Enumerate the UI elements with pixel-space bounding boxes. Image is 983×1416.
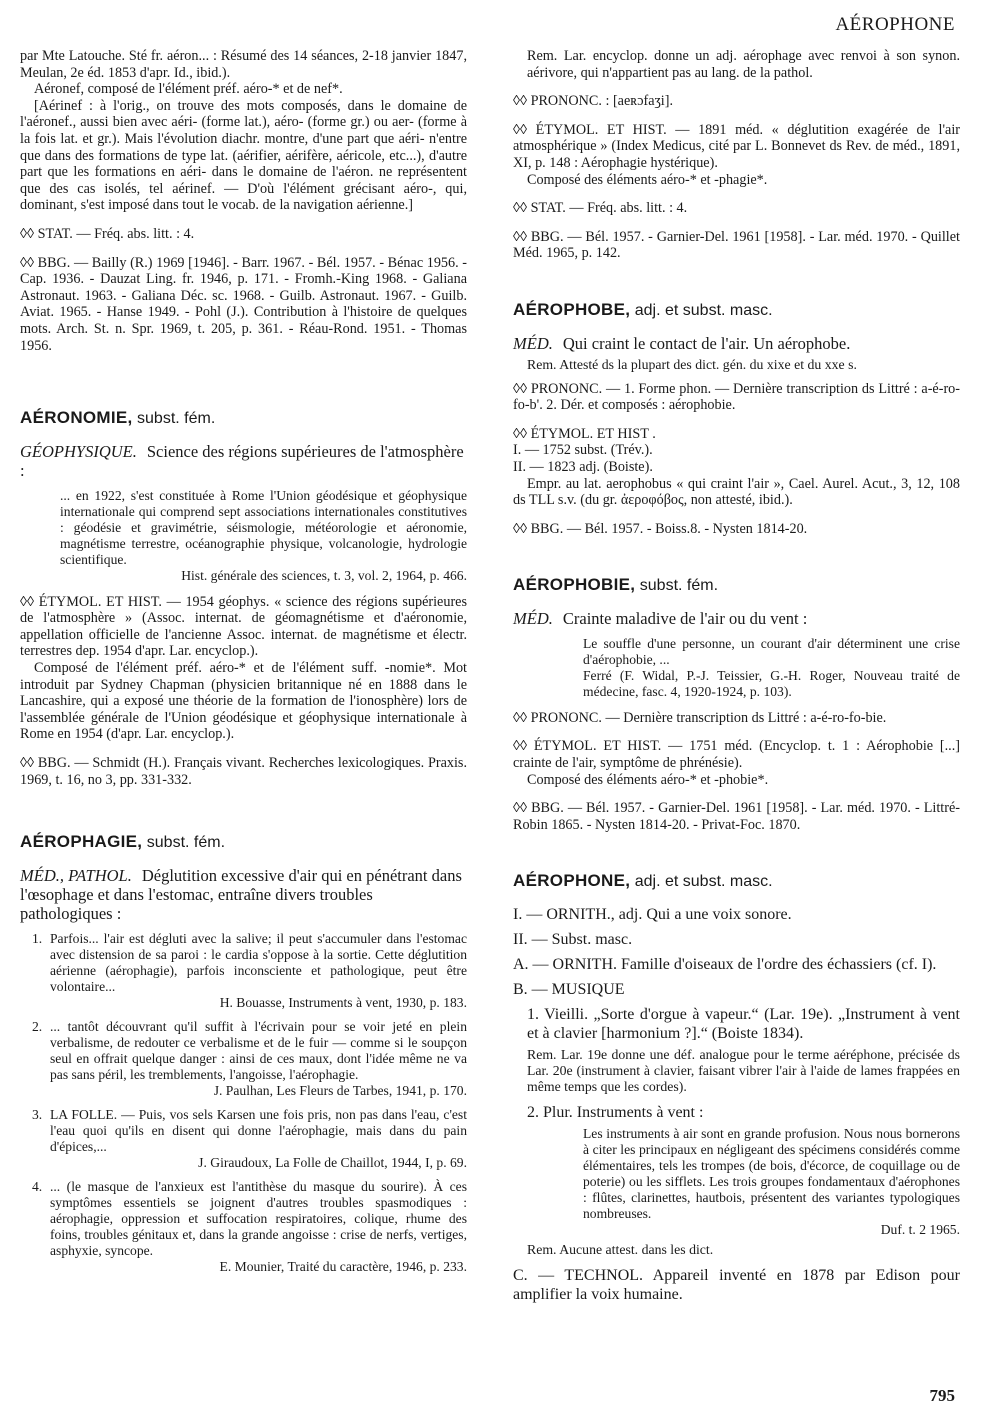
example-text: ... (le masque de l'anxieux est l'antithèse du masque du sourire). À ces symptômes essentiels se joignent d'autres troubles spasmodiques : aérophagie, oppression et suffocation respiratoires, colique, rhume des foins, troubles génitaux et, dans la grande angoisse : crise de nerfs, vertiges, asphyxie, syncope.: [50, 1178, 467, 1258]
example-source: H. Bouasse, Instruments à vent, 1930, p. 183.: [219, 994, 467, 1010]
pronunciation: ◊◊ PRONONC. — 1. Forme phon. — Dernière transcription ds Littré : a-é-ro-fo-b'. 2. Dér. et composés : aérophobie.: [513, 380, 960, 414]
pronunciation: ◊◊ PRONONC. — Dernière transcription ds Littré : a-é-ro-fo-bie.: [513, 709, 887, 726]
entry-header-aerophone: [513, 873, 960, 891]
etymology: ◊◊ ÉTYMOL. ET HIST. — 1751 méd. (Encyclop. t. 1 : Aérophobie [...] crainte de l'air, symptôme de phrénésie).: [513, 738, 960, 772]
aerophagie-etymology: ◊◊ ÉTYMOL. ET HIST. — 1891 méd. « déglutition exagérée de l'air atmosphérique » (Index Medicus, cité par L. Bonnevet ds Rev. de méd., 1891, XI, p. 148 : Aérophagie hystérique).: [513, 121, 960, 171]
left-column: [20, 48, 467, 1283]
example-number: 3.: [32, 1106, 43, 1122]
aerophagie-stat: ◊◊ STAT. — Fréq. abs. litt. : 4.: [513, 200, 688, 217]
etymology-detail: Empr. au lat. aerophobus « qui craint l'air », Cael. Aurel. Acut., 3, 12, 108 ds TLL s.v. (du gr. ἀεροφόβος, non attesté, ibid.).: [513, 475, 960, 509]
definition-text: Déglutition excessive d'air qui en pénétrant dans l'œsophage et dans l'estomac, entraîne divers troubles pathologiques :: [20, 865, 462, 923]
right-column: [513, 48, 960, 1308]
sense-i: I. — ORNITH., adj. Qui a une voix sonore.: [513, 906, 792, 924]
sense-c: C. — TECHNOL. Appareil inventé en 1878 par Edison pour amplifier la voix humaine.: [513, 1267, 960, 1304]
entry-header-aerophagie: [20, 834, 467, 852]
sense-ii: II. — Subst. masc.: [513, 931, 633, 949]
etymology-ii: II. — 1823 adj. (Boiste).: [513, 458, 653, 475]
part-of-speech: subst. fém.: [146, 834, 226, 852]
definition: [20, 442, 467, 480]
example-source: E. Mounier, Traité du caractère, 1946, p. 233.: [219, 1258, 467, 1274]
aerophagie-etymology-detail: Composé des éléments aéro-* et -phagie*.: [527, 171, 768, 188]
aerophagie-pronunciation: ◊◊ PRONONC. : [aeʀɔfaʒi].: [513, 93, 674, 110]
part-of-speech: adj. et subst. masc.: [634, 301, 773, 319]
example-number: 4.: [32, 1178, 43, 1194]
sense-b2: 2. Plur. Instruments à vent :: [527, 1104, 704, 1122]
aeronef-note: [Aérinef : à l'orig., on trouve des mots composés, dans le domaine de l'aéronef., aussi bien avec aéri- (forme lat.), aéro- (forme gr.) ou aer- (forme à la fois lat. et gr.). Mais l'évolution diachr. montre, d'une part que aéri- n'entre que dans des formations de type lat. (aérifier, aérifère, aéricole, etc...), d'autre part que les formations en aéri- dans le domaine de l'aéron. ne représentent que des cas isolés, tel aérinef. — D'où l'élément grécisant aéro-, qui, dominant, s'est imposé dans tout le vocab. de la navigation aérienne.]: [20, 97, 467, 214]
etymology-i: I. — 1752 subst. (Trév.).: [513, 442, 653, 459]
citation-text: Les instruments à air sont en grande profusion. Nous nous bornerons à citer les principaux en négligeant des spécimens considérés comme élémentaires, tels les trompes (de bois, d'écorce, de coquillage ou de poterie) ou les sifflets. Les trois groupes fondamentaux d'aérophones : flûtes, clarinettes, hautbois, présentent des variantes typologiques nombreuses.: [583, 1126, 960, 1222]
aeronef-composition: Aéronef, composé de l'élément préf. aéro-* et de nef*.: [34, 81, 343, 98]
example-number: 2.: [32, 1018, 43, 1034]
sense-a: A. — ORNITH. Famille d'oiseaux de l'ordre des échassiers (cf. I).: [513, 956, 937, 974]
example-4: [32, 1178, 467, 1275]
headword: AÉROPHOBE,: [513, 299, 631, 319]
citation: [583, 636, 960, 700]
headword: AÉROPHOBIE,: [513, 575, 636, 595]
definition: [513, 609, 960, 628]
entry-header-aerophobie: [513, 577, 960, 595]
citation: [583, 1126, 960, 1238]
definition: [513, 334, 960, 353]
domain-label: MÉD.: [513, 608, 553, 628]
example-text: Parfois... l'air est dégluti avec la salive; il peut s'accumuler dans l'estomac avec distension de sa paroi : le cardia s'oppose à la sortie. Cette déglutition aérienne (aérophagie), parfois inconsciente et pathologique, peut être volontaire...: [50, 930, 467, 994]
aeronef-stat: ◊◊ STAT. — Fréq. abs. litt. : 4.: [20, 225, 195, 242]
page-number: 795: [929, 1386, 955, 1405]
headword: AÉROPHAGIE,: [20, 832, 143, 852]
part-of-speech: adj. et subst. masc.: [634, 873, 773, 891]
example-number: 1.: [32, 930, 43, 946]
citation-source: Ferré (F. Widal, P.-J. Teissier, G.-H. Roger, Nouveau traité de médecine, fasc. 4, 1920-1924, p. 103).: [583, 667, 960, 699]
sense-b1: 1. Vieilli. „Sorte d'orgue à vapeur.“ (Lar. 19e). „Instrument à vent et à clavier [harmonium ?].“ (Boiste 1834).: [527, 1006, 960, 1043]
citation-text: ... en 1922, s'est constituée à Rome l'Union géodésique et géophysique internationale qui comprend sept associations internationales constitutives : géodésie et gravimétrie, séismologie, météorologie et aéronomie, magnétisme terrestre, océanographie physique, volcanologie, hydrologie scientifique.: [60, 487, 467, 567]
domain-label: MÉD.: [513, 333, 553, 353]
example-2: [32, 1018, 467, 1099]
definition: [20, 866, 467, 923]
example-3: [32, 1106, 467, 1171]
remark-1: Rem. Lar. 19e donne une déf. analogue pour le terme aéréphone, précisée ds Lar. 20e (instrument à clavier, faisant vibrer l'air à l'aide de lames frappées en même temps que les cordes).: [527, 1047, 960, 1095]
entry-header-aeronomie: [20, 410, 467, 428]
entry-header-aerophobe: [513, 299, 960, 320]
bibliography: ◊◊ BBG. — Schmidt (H.). Français vivant. Recherches lexicologiques. Praxis. 1969, t. 16, no 3, pp. 331-332.: [20, 755, 467, 788]
domain-label: GÉOPHYSIQUE.: [20, 441, 137, 461]
headword: AÉROPHONE,: [513, 871, 631, 891]
remark-2: Rem. Aucune attest. dans les dict.: [527, 1242, 714, 1258]
part-of-speech: subst. fém.: [137, 410, 216, 428]
aerophagie-bbg: ◊◊ BBG. — Bél. 1957. - Garnier-Del. 1961 [1958]. - Lar. méd. 1970. - Quillet Méd. 1965, p. 142.: [513, 228, 960, 262]
aeronef-source: par Mte Latouche. Sté fr. aéron... : Résumé des 14 séances, 2-18 janvier 1847, Meulan, 2e éd. 1853 d'apr. Id., ibid.).: [20, 48, 467, 81]
sense-b: B. — MUSIQUE: [513, 981, 625, 999]
etymology: ◊◊ ÉTYMOL. ET HIST .: [513, 425, 656, 442]
remark: Rem. Attesté ds la plupart des dict. gén. du xixe et du xxe s.: [527, 356, 857, 372]
citation-source: Hist. générale des sciences, t. 3, vol. 2, 1964, p. 466.: [181, 567, 467, 583]
example-source: J. Giraudoux, La Folle de Chaillot, 1944, I, p. 69.: [198, 1154, 467, 1170]
bibliography: ◊◊ BBG. — Bél. 1957. - Garnier-Del. 1961 [1958]. - Lar. méd. 1970. - Littré-Robin 1865. - Nysten 1814-20. - Privat-Foc. 1870.: [513, 800, 960, 833]
example-text: LA FOLLE. — Puis, vos sels Karsen une fois pris, non pas dans l'eau, c'est l'eau quoi qu'ils en disent qui donne l'aérophagie, mais dans du pain d'épices,...: [50, 1106, 467, 1154]
definition-text: Crainte maladive de l'air ou du vent :: [562, 608, 808, 628]
citation: [60, 488, 467, 584]
bibliography: ◊◊ BBG. — Bél. 1957. - Boiss.8. - Nysten 1814-20.: [513, 520, 808, 537]
citation-text: Le souffle d'une personne, un courant d'air déterminent une crise d'aérophobie, ...: [583, 635, 960, 667]
etymology-detail: Composé de l'élément préf. aéro-* et de l'élément suff. -nomie*. Mot introduit par Sydney Chapman (physicien britannique né en 1888 dans le Lancashire, qui a exposé une théorie de la formation de l'ionosphère) lors de l'assemblée générale de l'Union géodésique et géophysique internationale à Rome en 1954 (d'apr. Lar. encyclop.).: [20, 660, 467, 743]
citation-source: Duf. t. 2 1965.: [880, 1222, 960, 1238]
etymology-detail: Composé des éléments aéro-* et -phobie*.: [527, 771, 769, 788]
definition-text: Science des régions supérieures de l'atmosphère :: [20, 441, 464, 480]
aerophagie-remark: Rem. Lar. encyclop. donne un adj. aérophage avec renvoi à son synon. aérivore, qui n'appartient pas au lang. de la pathol.: [527, 48, 960, 81]
example-text: ... tantôt découvrant qu'il suffit à l'écrivain pour se voir jeté en plein verbalisme, de redouter ce verbalisme et de le fuir — comme si le soupçon seul en offrait quelque danger : ainsi de ces maux, dont l'idée même ne va pas sans péril, les tremblements, l'angoisse, l'aérophagie.: [50, 1018, 467, 1082]
etymology: ◊◊ ÉTYMOL. ET HIST. — 1954 géophys. « science des régions supérieures de l'atmosphère » (Assoc. internat. de géomagnétisme et d'aéronomie, appellation officielle de l'ancienne Assoc. internat. de magnétisme et électr. terrestres dep. 1954 d'apr. Lar. encyclop.).: [20, 593, 467, 660]
definition-text: Qui craint le contact de l'air. Un aérophobe.: [562, 333, 851, 353]
headword: AÉRONOMIE,: [20, 408, 133, 428]
domain-label: MÉD., PATHOL.: [20, 865, 132, 885]
example-source: J. Paulhan, Les Fleurs de Tarbes, 1941, p. 170.: [213, 1082, 467, 1098]
example-1: [32, 930, 467, 1011]
aeronef-bbg: ◊◊ BBG. — Bailly (R.) 1969 [1946]. - Barr. 1967. - Bél. 1957. - Bénac 1956. - Cap. 1936. - Dauzat Ling. fr. 1946, p. 171. - Fromh.-King 1968. - Galiana Astronaut. 1963. - Galiana Déc. sc. 1968. - Guilb. Astronaut. 1967. - Guilb. Aviat. 1965. - Hanse 1949. - Pohl (J.). Contribution à l'histoire de quelques mots. Arch. St. n. Spr. 1969, t. 205, p. 361. - Réau-Rond. 1951. - Thomas 1956.: [20, 254, 467, 354]
part-of-speech: subst. fém.: [639, 577, 719, 595]
running-head: AÉROPHONE: [835, 14, 955, 35]
